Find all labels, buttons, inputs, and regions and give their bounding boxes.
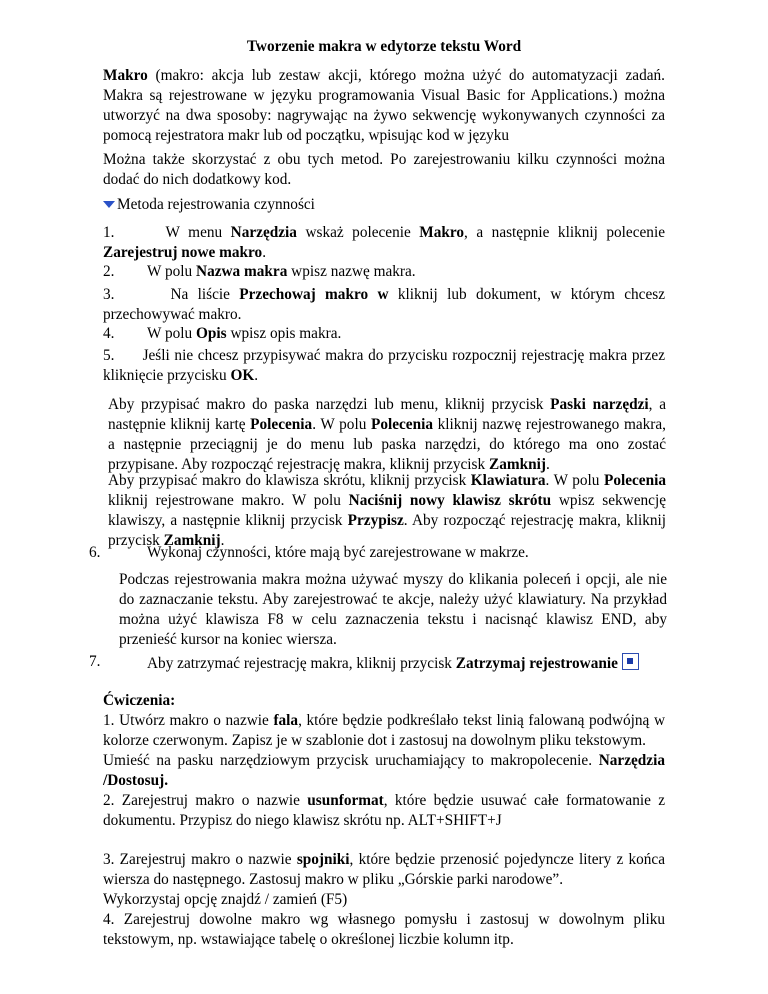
exercise-text: 2. Zarejestruj makro o nazwie <box>103 792 308 809</box>
para-bold: Polecenia <box>370 416 433 433</box>
para-text: . <box>220 532 225 549</box>
step-5 <box>103 346 665 386</box>
exercise-text: 4. Zarejestruj dowolne makro wg własnego pomysłu i zastosuj w dowolnym pliku tekstowym, np. wstawiające tabelę o określonej liczbie kolumn itp. <box>103 911 665 948</box>
step-bold: Narzędzia <box>230 224 297 241</box>
step-3 <box>103 285 665 325</box>
step-bold: Makro <box>419 224 465 241</box>
step-bold: Przechowaj makro w <box>239 286 389 303</box>
step-1 <box>103 223 665 263</box>
step-text: wpisz opis makra. <box>226 325 342 342</box>
step-text: wpisz nazwę makra. <box>287 263 416 280</box>
para-text: Aby przypisać makro do klawisza skrótu, kliknij przycisk <box>108 472 471 489</box>
para-bold: Klawiatura <box>470 472 546 489</box>
step-text: , a następnie kliknij polecenie <box>464 224 665 241</box>
para-text: . W polu <box>312 416 371 433</box>
intro2-paragraph: Można także skorzystać z obu tych metod. Po zarejestrowaniu kilku czynności można dodać do nich dodatkowy kod. <box>103 151 665 188</box>
step-6-text: Wykonaj czynności, które mają być zarejestrowane w makrze. <box>147 544 529 561</box>
section-heading-text[interactable]: Metoda rejestrowania czynności <box>117 196 315 213</box>
stop-recording-icon[interactable] <box>622 653 639 670</box>
step-text: . <box>262 244 267 261</box>
exercise-bold: Narzędzia /Dostosuj. <box>103 752 665 789</box>
para-text: kliknij nazwę rejestrowanego makra, a następnie przeciągnij je do menu lub paska narzędzi, do którego ma ono zostać przypisane. Aby rozpocząć rejestrację makra, kliknij przycisk <box>108 416 666 473</box>
step-number: 5. <box>103 347 115 364</box>
toolbar-paragraph <box>108 395 666 475</box>
exercise-text: Wykorzystaj opcję znajdź / zamień (F5) <box>103 891 348 908</box>
expand-triangle-icon[interactable] <box>103 201 115 208</box>
step-6-number: 6. <box>89 544 101 561</box>
exercise-text: Umieść na pasku narzędziowym przycisk uruchamiający to makropolecenie. <box>103 752 599 769</box>
step-number: 3. <box>103 286 115 303</box>
exercise-text: 3. Zarejestruj makro o nazwie <box>103 851 297 868</box>
exercise-text: , które będzie przenosić pojedyncze litery z końca wiersza do następnego. Zastosuj makro w pliku „Górskie parki narodowe”. <box>103 851 666 888</box>
step-2 <box>103 262 665 282</box>
para-text: , a następnie kliknij kartę <box>108 396 666 433</box>
step-7-text: Aby zatrzymać rejestrację makra, kliknij przycisk <box>147 655 456 672</box>
para-text: . Aby rozpocząć rejestrację makra, kliknij przycisk <box>108 512 666 549</box>
intro-paragraph <box>103 66 665 146</box>
para-text: . <box>545 456 550 473</box>
step-text: wskaż polecenie <box>296 224 420 241</box>
keyboard-paragraph <box>108 471 666 551</box>
para-text: kliknij rejestrowane makro. W polu <box>108 492 349 509</box>
para-bold: Polecenia <box>250 416 313 433</box>
exercise-text: , które będzie usuwać całe formatowanie z dokumentu. Przypisz do niego klawisz skrótu np. ALT+SHIFT+J <box>103 792 665 829</box>
step-bold: Nazwa makra <box>196 263 288 280</box>
exercise-bold: usunformat <box>307 792 384 809</box>
step-text: W polu <box>147 325 197 342</box>
para-bold: Polecenia <box>603 472 666 489</box>
step-text: W polu <box>147 263 197 280</box>
step-7-bold: Zatrzymaj rejestrowanie <box>455 655 618 672</box>
step-number: 4. <box>103 325 115 342</box>
intro-term: Makro <box>103 67 148 84</box>
para-bold: Naciśnij nowy klawisz skrótu <box>348 492 552 509</box>
step-bold: OK <box>230 367 255 384</box>
section-heading[interactable] <box>103 195 665 215</box>
step-number: 2. <box>103 263 115 280</box>
step-7-number: 7. <box>89 653 101 670</box>
exercise-bold: spojniki <box>296 851 350 868</box>
para-bold: Zamknij <box>489 456 546 473</box>
intro-text: (makro: akcja lub zestaw akcji, którego można użyć do automatyzacji zadań. Makra są rejestrowane w języku programowania Visual Basic for Applications.) można utworzyć na dwa sposoby: nagrywając na żywo sekwencję wykonywanych czynności za pomocą rejestratora makr lub od początku, wpisując kod w języku <box>103 67 665 144</box>
step-6-note: Podczas rejestrowania makra można używać myszy do klikania poleceń i opcji, ale nie do zaznaczanie tekstu. Aby zarejestrować te akcje, należy użyć klawiatury. Na przykład można użyć klawisza F8 w celu zaznaczenia tekstu i nacisnąć klawisz END, aby przenieść kursor na koniec wiersza. <box>119 571 667 648</box>
step-text: W menu <box>165 224 231 241</box>
para-bold: Paski narzędzi <box>550 396 649 413</box>
step-text: kliknij lub dokument, w którym chcesz przechowywać makro. <box>103 286 666 323</box>
para-text: wpisz sekwencję klawiszy, a następnie kliknij przycisk <box>108 492 667 529</box>
step-bold: Opis <box>196 325 227 342</box>
exercise-text: 1. Utwórz makro o nazwie <box>103 712 274 729</box>
exercises <box>103 691 665 950</box>
page-title: Tworzenie makra w edytorze tekstu Word <box>246 38 522 55</box>
para-bold: Zamknij <box>163 532 221 549</box>
step-text: . <box>254 367 259 384</box>
step-number: 1. <box>103 224 115 241</box>
step-7 <box>147 651 639 674</box>
para-bold: Przypisz <box>347 512 404 529</box>
step-bold: Zarejestruj nowe makro <box>103 244 263 261</box>
exercise-bold: fala <box>273 712 299 729</box>
exercise-text: , które będzie podkreślało tekst linią falowaną podwójną w kolorze czerwonym. Zapisz je w szablonie dot i zastosuj na dowolnym pliku tekstowym. <box>103 712 665 749</box>
step-text: Na liście <box>170 286 240 303</box>
para-text: Aby przypisać makro do paska narzędzi lub menu, kliknij przycisk <box>108 396 551 413</box>
step-text: Jeśli nie chcesz przypisywać makra do przycisku rozpocznij rejestrację makra przez kliknięcie przycisku <box>103 347 665 384</box>
exercises-heading: Ćwiczenia: <box>103 692 176 709</box>
para-text: . W polu <box>545 472 604 489</box>
step-4 <box>103 324 665 344</box>
